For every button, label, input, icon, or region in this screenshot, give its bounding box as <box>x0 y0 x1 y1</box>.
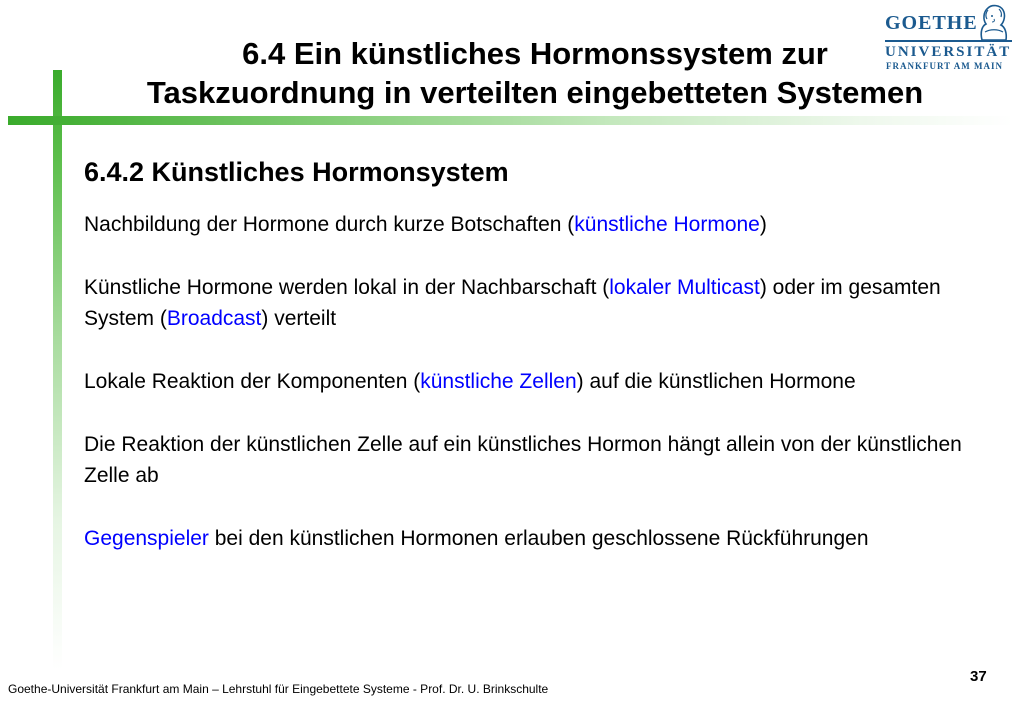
decorative-vertical-bar <box>53 70 62 670</box>
footer-text: Goethe-Universität Frankfurt am Main – Lehrstuhl für Eingebettete Systeme - Prof. Dr. U. Brinkschulte <box>8 682 549 696</box>
page-number: 37 <box>970 668 987 685</box>
paragraph-1-text-b: ) <box>759 213 767 236</box>
slide-title-line-1: 6.4 Ein künstliches Hormonssystem zur <box>242 36 828 71</box>
paragraph-3 <box>84 366 1004 397</box>
paragraph-2-highlight-a: lokaler Multicast <box>609 276 760 299</box>
paragraph-3-highlight: künstliche Zellen <box>420 370 577 393</box>
paragraph-5-text: bei den künstlichen Hormonen erlauben geschlossene Rückführungen <box>208 527 869 550</box>
paragraph-1-text-a: Nachbildung der Hormone durch kurze Botschaften ( <box>84 213 575 236</box>
paragraph-2-text-b: ) oder im gesamten System ( <box>84 276 941 330</box>
university-logo <box>882 2 1017 76</box>
paragraph-1-highlight: künstliche Hormone <box>574 213 760 236</box>
paragraph-2-text-a: Künstliche Hormone werden lokal in der Nachbarschaft ( <box>84 276 610 299</box>
paragraph-2-text-c: ) verteilt <box>261 307 337 330</box>
paragraph-2 <box>84 272 1004 334</box>
logo-name: GOETHE <box>885 12 978 34</box>
section-heading: 6.4.2 Künstliches Hormonsystem <box>84 157 509 187</box>
slide-title-line-2: Taskzuordnung in verteilten eingebetteten Systemen <box>146 75 924 110</box>
paragraph-3-text-a: Lokale Reaktion der Komponenten ( <box>84 370 421 393</box>
decorative-horizontal-bar <box>8 116 1013 125</box>
logo-city: FRANKFURT AM MAIN <box>886 61 1004 71</box>
paragraph-1 <box>84 209 1004 240</box>
slide-title <box>70 34 1000 112</box>
paragraph-5-highlight: Gegenspieler <box>84 527 209 550</box>
paragraph-3-text-b: ) auf die künstlichen Hormone <box>576 370 856 393</box>
logo-university: UNIVERSITÄT <box>885 44 1012 60</box>
goethe-portrait-icon <box>970 2 1012 42</box>
paragraph-4-text: Die Reaktion der künstlichen Zelle auf ein künstliches Hormon hängt allein von der künstlichen Zelle ab <box>84 433 962 487</box>
paragraph-2-highlight-b: Broadcast <box>166 307 262 330</box>
paragraph-5 <box>84 523 1004 554</box>
logo-divider <box>885 40 1012 42</box>
paragraph-4 <box>84 429 1004 491</box>
slide-body <box>84 209 1004 586</box>
